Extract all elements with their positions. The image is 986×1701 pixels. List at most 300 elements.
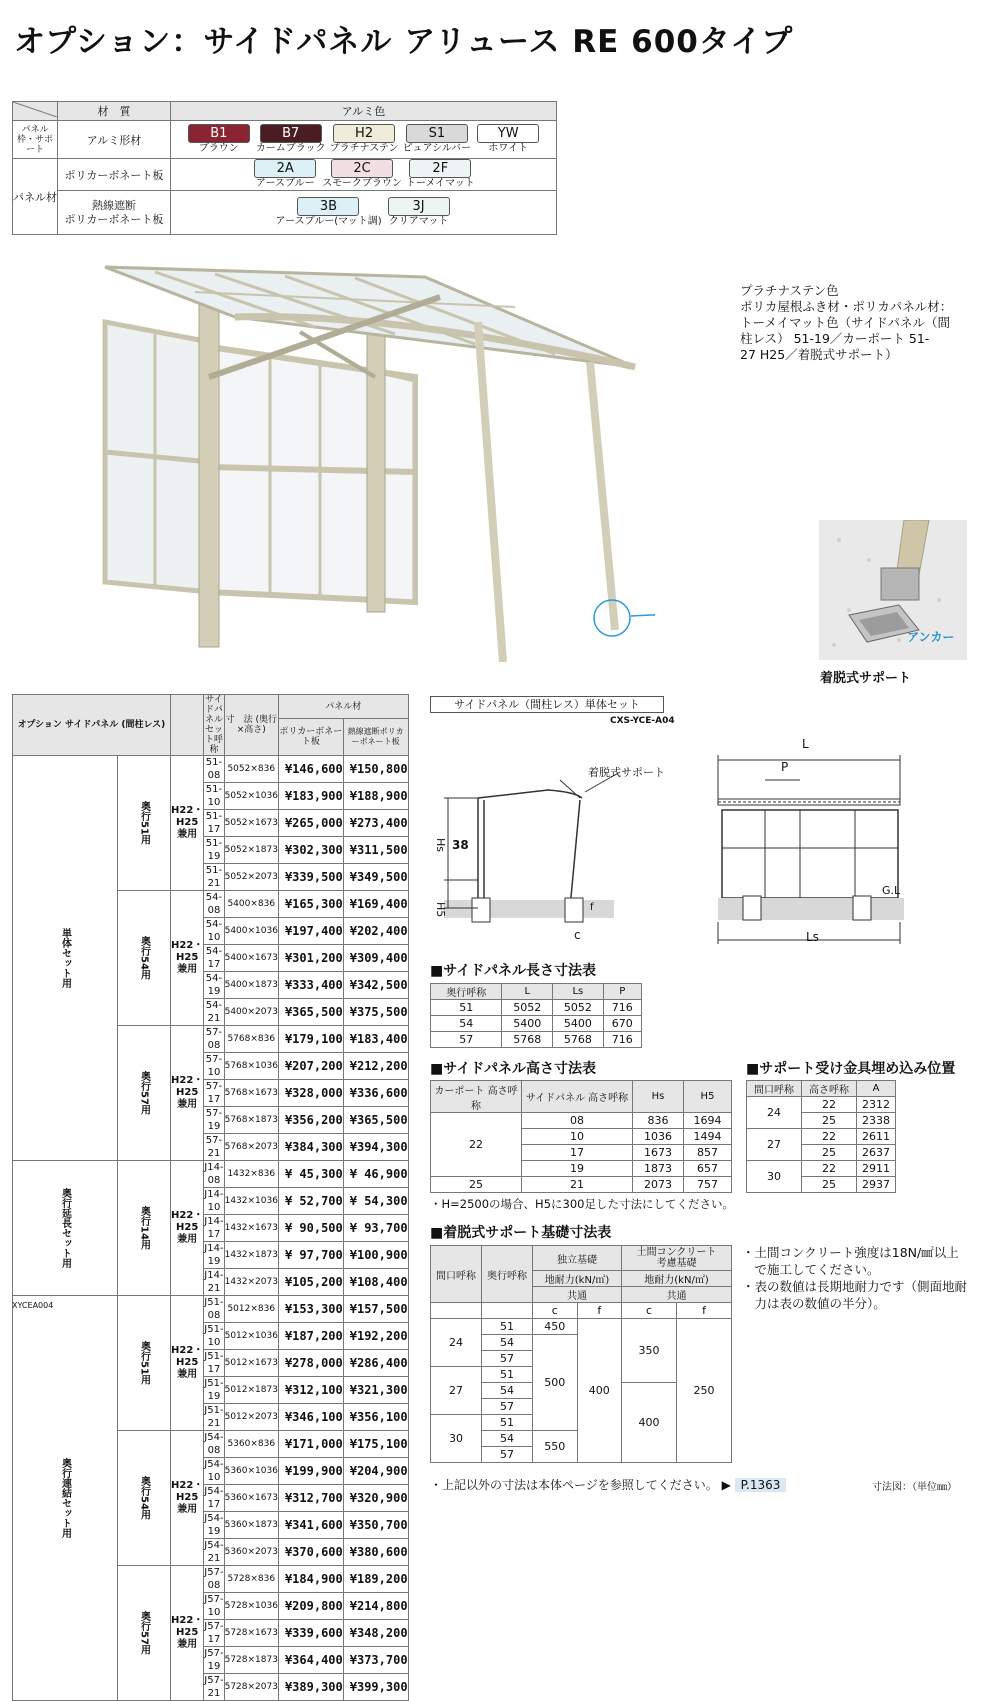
foundation-notes — [742, 1244, 967, 1312]
found-depth: 51 — [482, 1319, 533, 1335]
price-cell-heat: ¥311,500 — [343, 837, 408, 864]
header-material: 材 質 — [58, 102, 171, 121]
table-row — [13, 1296, 409, 1323]
heat-color-chip — [386, 197, 452, 228]
found-header-slab2: 考慮基礎 — [656, 1258, 697, 1269]
length-header: Ls — [553, 984, 604, 1000]
length-header: L — [502, 984, 553, 1000]
length-cell: 57 — [431, 1032, 502, 1048]
length-cell: 716 — [603, 1000, 641, 1016]
price-footer-code: XYCEA004 — [12, 1301, 54, 1310]
found-blank-b — [482, 1303, 533, 1319]
caption-line5: 27 H25／着脱式サポート） — [740, 347, 898, 362]
found-header-common-a: 共通 — [533, 1287, 622, 1303]
price-cell-heat: ¥373,700 — [343, 1647, 408, 1674]
length-cell: 5400 — [502, 1016, 553, 1032]
caption-line3: トーメイマット色（サイドパネル（間 — [740, 315, 951, 330]
price-cell-heat: ¥375,500 — [343, 999, 408, 1026]
unit-note: 寸法図：（単位㎜） — [872, 1482, 957, 1493]
table-row — [431, 1016, 642, 1032]
price-cell-code: 51-21 — [205, 865, 223, 889]
price-cell-poly: ¥370,600 — [278, 1539, 343, 1566]
price-cell-code: 51-17 — [205, 811, 223, 835]
found-depth: 51 — [482, 1367, 533, 1383]
alum-color-chip — [330, 124, 399, 155]
price-cell-heat: ¥320,900 — [343, 1485, 408, 1512]
heat-color-code: 3B — [297, 197, 359, 216]
price-cell-heat: ¥350,700 — [343, 1512, 408, 1539]
heat-color-name: クリアマット — [388, 216, 449, 227]
price-cell-heat: ¥169,400 — [343, 891, 408, 918]
anchor-value: 2937 — [857, 1177, 896, 1193]
price-cell-heat: ¥399,300 — [343, 1674, 408, 1701]
price-cell-poly: ¥278,000 — [278, 1350, 343, 1377]
anchor-value: 2312 — [857, 1097, 896, 1113]
price-header-poly: ポリカーボネート板 — [278, 719, 343, 756]
photo-caption — [740, 283, 952, 363]
height-carport: 25 — [431, 1177, 522, 1193]
alum-color-chips — [171, 121, 557, 159]
price-header-option: オプション サイドパネル (間柱レス) — [13, 695, 171, 756]
found-c-indep: 450 — [533, 1319, 578, 1335]
found-header-common-b: 共通 — [622, 1287, 732, 1303]
length-cell: 5768 — [502, 1032, 553, 1048]
price-cell-poly: ¥199,900 — [278, 1458, 343, 1485]
price-cell-poly: ¥302,300 — [278, 837, 343, 864]
price-cell-heat: ¥394,300 — [343, 1134, 408, 1161]
caption-line1: プラチナステン色 — [740, 283, 839, 298]
price-cell-heat: ¥365,500 — [343, 1107, 408, 1134]
found-depth: 51 — [482, 1415, 533, 1431]
price-compat: H22・H25 兼用 — [171, 1566, 204, 1701]
price-cell-poly: ¥153,300 — [278, 1296, 343, 1323]
foundation-table-title: ■着脱式サポート基礎寸法表 — [430, 1225, 612, 1241]
price-compat: H22・H25 兼用 — [171, 891, 204, 1026]
price-cell-heat: ¥348,200 — [343, 1620, 408, 1647]
price-cell-code: J54-19 — [204, 1513, 224, 1537]
price-cell-size: 5400×1873 — [224, 972, 278, 999]
poly-color-code: 2A — [254, 159, 316, 178]
anchor-height: 25 — [802, 1145, 857, 1161]
price-cell-size: 5728×1036 — [224, 1593, 278, 1620]
price-cell-poly: ¥389,300 — [278, 1674, 343, 1701]
price-cell-poly: ¥ 90,500 — [278, 1215, 343, 1242]
price-cell-code: 57-21 — [205, 1135, 223, 1159]
anchor-width: 30 — [747, 1161, 802, 1193]
price-minor-group: 奥行57用 — [118, 1026, 171, 1161]
table-row — [747, 1161, 896, 1177]
diagram-code: CXS-YCE-A04 — [610, 716, 675, 726]
poly-color-chip — [322, 159, 402, 190]
price-cell-code: 54-19 — [205, 973, 223, 997]
footer-note-line — [430, 1476, 786, 1493]
row-cat-panel: パネル材 — [13, 159, 58, 235]
label-hs: Hs — [434, 838, 447, 853]
diagonal-line-icon — [13, 102, 57, 117]
price-cell-size: 1432×836 — [224, 1161, 278, 1188]
anchor-value: 2611 — [857, 1129, 896, 1145]
price-cell-size: 5400×1036 — [224, 918, 278, 945]
alum-color-chip — [186, 124, 252, 155]
price-cell-heat: ¥ 93,700 — [343, 1215, 408, 1242]
height-cell: 2073 — [633, 1177, 684, 1193]
price-cell-poly: ¥165,300 — [278, 891, 343, 918]
price-cell-poly: ¥328,000 — [278, 1080, 343, 1107]
height-cell: 757 — [684, 1177, 732, 1193]
price-cell-size: 5052×836 — [224, 756, 278, 783]
page-reference-link[interactable]: P.1363 — [735, 1478, 787, 1492]
height-cell: 08 — [522, 1113, 633, 1129]
price-header-panel: パネル材 — [278, 695, 408, 719]
anchor-header: 高さ呼称 — [802, 1081, 857, 1097]
price-cell-size: 5728×1873 — [224, 1647, 278, 1674]
heat-color-name: アースブルー(マット調) — [275, 216, 382, 227]
found-header-f-a: f — [577, 1303, 622, 1319]
alum-color-name: ブラウン — [198, 143, 239, 154]
header-alum-color: アルミ色 — [171, 102, 557, 121]
price-cell-poly: ¥341,600 — [278, 1512, 343, 1539]
price-cell-code: 57-17 — [205, 1081, 223, 1105]
length-cell: 54 — [431, 1016, 502, 1032]
found-header-bearing-a: 地耐力(kN/㎡) — [533, 1271, 622, 1287]
price-cell-size: 1432×1673 — [224, 1215, 278, 1242]
price-cell-code: J57-21 — [204, 1675, 224, 1699]
price-cell-code: J51-17 — [204, 1351, 224, 1375]
found-header-width: 間口呼称 — [431, 1246, 482, 1303]
row-name-heat — [58, 191, 171, 235]
price-major-group: 奥行延長セット用 — [13, 1161, 118, 1296]
found-depth: 54 — [482, 1431, 533, 1447]
found-depth: 57 — [482, 1351, 533, 1367]
poly-color-name: アースブルー — [255, 178, 315, 189]
foundation-table — [430, 1245, 732, 1463]
alum-color-name: ホワイト — [488, 143, 529, 154]
label-c: c — [574, 928, 581, 942]
price-cell-size: 5360×1873 — [224, 1512, 278, 1539]
price-cell-code: J54-17 — [204, 1486, 224, 1510]
price-cell-poly: ¥179,100 — [278, 1026, 343, 1053]
price-cell-heat: ¥214,800 — [343, 1593, 408, 1620]
price-cell-code: 54-10 — [205, 919, 223, 943]
price-cell-poly: ¥301,200 — [278, 945, 343, 972]
anchor-header: 間口呼称 — [747, 1081, 802, 1097]
poly-color-name: スモークブラウン — [322, 178, 402, 189]
height-header-carport: カーポート 高さ呼称 — [431, 1081, 522, 1113]
price-cell-poly: ¥339,600 — [278, 1620, 343, 1647]
price-cell-poly: ¥365,500 — [278, 999, 343, 1026]
price-cell-heat: ¥ 46,900 — [343, 1161, 408, 1188]
height-cell: 1036 — [633, 1129, 684, 1145]
heat-color-code: 3J — [388, 197, 450, 216]
price-cell-size: 5768×1873 — [224, 1107, 278, 1134]
caption-line2: ポリカ屋根ふき材・ポリカパネル材： — [740, 299, 953, 314]
found-depth: 54 — [482, 1335, 533, 1351]
found-header-slab1: 土間コンクリート — [636, 1247, 717, 1258]
price-compat: H22・H25 兼用 — [171, 1431, 204, 1566]
price-cell-size: 1432×2073 — [224, 1269, 278, 1296]
price-cell-code: J14-19 — [204, 1243, 224, 1267]
price-cell-heat: ¥ 54,300 — [343, 1188, 408, 1215]
price-cell-code: J51-08 — [204, 1297, 224, 1321]
height-header-panel: サイドパネル 高さ呼称 — [522, 1081, 633, 1113]
table-row — [13, 1161, 409, 1188]
price-cell-poly: ¥384,300 — [278, 1134, 343, 1161]
price-compat: H22・H25 兼用 — [171, 1296, 204, 1431]
poly-color-chip — [406, 159, 475, 190]
length-cell: 5400 — [553, 1016, 604, 1032]
height-table — [430, 1080, 732, 1193]
dimension-diagram — [430, 730, 975, 955]
price-cell-heat: ¥183,400 — [343, 1026, 408, 1053]
table-row — [747, 1129, 896, 1145]
price-cell-size: 5728×1673 — [224, 1620, 278, 1647]
height-carport: 22 — [431, 1113, 522, 1177]
table-row — [431, 1032, 642, 1048]
price-cell-size: 5400×836 — [224, 891, 278, 918]
price-cell-code: J51-10 — [204, 1324, 224, 1348]
row-cat-frame: パネル枠・サポート — [13, 121, 58, 159]
anchor-height: 22 — [802, 1129, 857, 1145]
price-cell-code: 57-19 — [205, 1108, 223, 1132]
length-cell: 670 — [603, 1016, 641, 1032]
heat-name-line2: ポリカーボネート板 — [64, 212, 164, 226]
alum-color-chip — [403, 124, 472, 155]
found-header-f-b: f — [677, 1303, 732, 1319]
height-cell: 1873 — [633, 1161, 684, 1177]
price-cell-size: 5400×1673 — [224, 945, 278, 972]
price-cell-heat: ¥336,600 — [343, 1080, 408, 1107]
diagram-title: サイドパネル（間柱レス）単体セット — [430, 696, 664, 713]
anchor-width: 27 — [747, 1129, 802, 1161]
support-label: 着脱式サポート — [588, 766, 665, 779]
price-cell-poly: ¥333,400 — [278, 972, 343, 999]
price-cell-code: 51-08 — [205, 757, 223, 781]
height-cell: 17 — [522, 1145, 633, 1161]
height-cell: 836 — [633, 1113, 684, 1129]
found-header-indep: 独立基礎 — [533, 1246, 622, 1271]
label-38: 38 — [452, 838, 469, 852]
price-cell-heat: ¥356,100 — [343, 1404, 408, 1431]
found-blank-a — [431, 1303, 482, 1319]
price-minor-group: 奥行51用 — [118, 1296, 171, 1431]
caption-line4: 柱レス） 51-19／カーポート 51- — [740, 331, 930, 346]
price-cell-code: J51-19 — [204, 1378, 224, 1402]
price-header-compat-blank — [171, 695, 204, 756]
alum-color-name: カームブラック — [255, 143, 326, 154]
alum-color-code: B7 — [260, 124, 322, 143]
price-cell-poly: ¥265,000 — [278, 810, 343, 837]
price-minor-group: 奥行54用 — [118, 1431, 171, 1566]
price-cell-size: 5728×2073 — [224, 1674, 278, 1701]
price-cell-heat: ¥100,900 — [343, 1242, 408, 1269]
anchor-width: 24 — [747, 1097, 802, 1129]
label-Ls: Ls — [806, 930, 819, 944]
price-cell-code: J54-10 — [204, 1459, 224, 1483]
found-width: 24 — [431, 1319, 482, 1367]
table-row — [431, 1113, 732, 1129]
price-cell-size: 5360×836 — [224, 1431, 278, 1458]
price-cell-code: 54-21 — [205, 1000, 223, 1024]
anchor-table — [746, 1080, 896, 1193]
found-f-slab: 250 — [677, 1319, 732, 1463]
price-cell-code: 51-10 — [205, 784, 223, 808]
alum-color-chip — [256, 124, 326, 155]
footer-note: ・上記以外の寸法は本体ページを参照してください。 — [430, 1478, 718, 1492]
poly-color-code: 2F — [409, 159, 471, 178]
height-cell: 657 — [684, 1161, 732, 1177]
alum-color-name: プラチナステン — [329, 143, 399, 154]
label-GL: G.L — [882, 884, 901, 897]
price-cell-heat: ¥273,400 — [343, 810, 408, 837]
price-cell-code: 51-19 — [205, 838, 223, 862]
price-cell-poly: ¥312,700 — [278, 1485, 343, 1512]
price-cell-poly: ¥105,200 — [278, 1269, 343, 1296]
price-cell-poly: ¥184,900 — [278, 1566, 343, 1593]
row-name-alum: アルミ形材 — [58, 121, 171, 159]
price-cell-code: J51-21 — [204, 1405, 224, 1429]
price-cell-code: J57-19 — [204, 1648, 224, 1672]
alum-color-chip — [475, 124, 541, 155]
price-cell-poly: ¥356,200 — [278, 1107, 343, 1134]
price-header-code: サイドパネル セット呼称 — [204, 695, 223, 755]
table-row — [431, 1000, 642, 1016]
height-cell: 1673 — [633, 1145, 684, 1161]
price-cell-code: 57-08 — [205, 1027, 223, 1051]
length-header: 奥行呼称 — [431, 984, 502, 1000]
price-cell-size: 5012×836 — [224, 1296, 278, 1323]
price-cell-size: 5360×2073 — [224, 1539, 278, 1566]
price-cell-heat: ¥150,800 — [343, 756, 408, 783]
price-cell-heat: ¥202,400 — [343, 918, 408, 945]
price-cell-size: 1432×1036 — [224, 1188, 278, 1215]
price-cell-heat: ¥175,100 — [343, 1431, 408, 1458]
corner-cell — [13, 102, 58, 121]
height-header-h5: H5 — [684, 1081, 732, 1113]
found-c-indep: 550 — [533, 1431, 578, 1463]
price-cell-heat: ¥286,400 — [343, 1350, 408, 1377]
price-cell-code: J14-08 — [204, 1162, 224, 1186]
poly-color-chips — [171, 159, 557, 191]
price-cell-poly: ¥ 52,700 — [278, 1188, 343, 1215]
row-name-poly: ポリカーボネート板 — [58, 159, 171, 191]
height-table-title: ■サイドパネル高さ寸法表 — [430, 1061, 596, 1077]
price-cell-poly: ¥146,600 — [278, 756, 343, 783]
anchor-height: 25 — [802, 1113, 857, 1129]
anchor-label: アンカー — [907, 630, 955, 644]
price-cell-poly: ¥187,200 — [278, 1323, 343, 1350]
price-minor-group: 奥行54用 — [118, 891, 171, 1026]
found-width: 27 — [431, 1367, 482, 1415]
page-title: オプション：サイドパネル アリュース RE 600タイプ — [14, 24, 794, 60]
price-cell-heat: ¥108,400 — [343, 1269, 408, 1296]
height-cell: 857 — [684, 1145, 732, 1161]
price-cell-size: 5360×1673 — [224, 1485, 278, 1512]
price-cell-poly: ¥207,200 — [278, 1053, 343, 1080]
price-compat: H22・H25 兼用 — [171, 756, 204, 891]
price-cell-heat: ¥380,600 — [343, 1539, 408, 1566]
price-cell-code: J14-21 — [204, 1270, 224, 1294]
price-cell-poly: ¥197,400 — [278, 918, 343, 945]
price-cell-poly: ¥ 45,300 — [278, 1161, 343, 1188]
price-major-group: 奥行連結セット用 — [13, 1296, 118, 1701]
price-cell-heat: ¥349,500 — [343, 864, 408, 891]
price-cell-code: 54-08 — [205, 892, 223, 916]
length-cell: 716 — [603, 1032, 641, 1048]
foundation-note-4: 力は表の数値の半分）。 — [742, 1296, 886, 1311]
price-cell-size: 5012×2073 — [224, 1404, 278, 1431]
height-cell: 21 — [522, 1177, 633, 1193]
price-cell-code: J14-10 — [204, 1189, 224, 1213]
heat-name-line1: 熱線遮断 — [92, 198, 136, 212]
anchor-header: A — [857, 1081, 896, 1097]
length-header: P — [603, 984, 641, 1000]
price-cell-size: 5052×1036 — [224, 783, 278, 810]
found-header-c-b: c — [622, 1303, 677, 1319]
label-P: P — [781, 760, 789, 774]
foundation-note-1: ・土間コンクリート強度は18N/㎟以上 — [742, 1245, 959, 1260]
price-cell-poly: ¥171,000 — [278, 1431, 343, 1458]
price-cell-code: J54-21 — [204, 1540, 224, 1564]
price-cell-size: 5400×2073 — [224, 999, 278, 1026]
price-cell-poly: ¥312,100 — [278, 1377, 343, 1404]
label-f: f — [590, 902, 594, 913]
price-cell-size: 5768×1673 — [224, 1080, 278, 1107]
height-header-hs: Hs — [633, 1081, 684, 1113]
price-header-heat: 熱線遮断ポリカーボネート板 — [343, 719, 408, 756]
found-f-indep: 400 — [577, 1319, 622, 1463]
price-cell-size: 5012×1036 — [224, 1323, 278, 1350]
alum-color-code: B1 — [188, 124, 250, 143]
length-cell: 5052 — [553, 1000, 604, 1016]
alum-color-name: ピュアシルバー — [402, 143, 472, 154]
anchor-height: 22 — [802, 1161, 857, 1177]
price-cell-poly: ¥346,100 — [278, 1404, 343, 1431]
arrow-icon: ▶ — [721, 1478, 731, 1492]
price-cell-code: 54-17 — [205, 946, 223, 970]
length-cell: 5768 — [553, 1032, 604, 1048]
price-compat: H22・H25 兼用 — [171, 1161, 204, 1296]
heat-color-chip — [275, 197, 381, 228]
carport-illustration — [95, 262, 655, 682]
foundation-note-2: で施工してください。 — [742, 1262, 880, 1277]
poly-color-code: 2C — [331, 159, 393, 178]
price-cell-size: 5360×1036 — [224, 1458, 278, 1485]
found-depth: 57 — [482, 1399, 533, 1415]
price-minor-group: 奥行51用 — [118, 756, 171, 891]
heat-color-chips — [171, 191, 557, 235]
alum-color-code: YW — [477, 124, 539, 143]
found-depth: 54 — [482, 1383, 533, 1399]
price-cell-heat: ¥321,300 — [343, 1377, 408, 1404]
found-header-depth: 奥行呼称 — [482, 1246, 533, 1303]
foundation-note-3: ・表の数値は長期地耐力です（側面地耐 — [742, 1279, 968, 1294]
price-cell-size: 5052×1673 — [224, 810, 278, 837]
anchor-value: 2911 — [857, 1161, 896, 1177]
price-cell-size: 5728×836 — [224, 1566, 278, 1593]
height-note: ・H=2500の場合、H5に300足した寸法にしてください。 — [430, 1197, 734, 1211]
price-cell-size: 5052×2073 — [224, 864, 278, 891]
poly-color-chip — [252, 159, 318, 190]
anchor-value: 2338 — [857, 1113, 896, 1129]
price-cell-poly: ¥ 97,700 — [278, 1242, 343, 1269]
price-major-group: 単体セット用 — [13, 756, 118, 1161]
price-cell-heat: ¥309,400 — [343, 945, 408, 972]
length-cell: 5052 — [502, 1000, 553, 1016]
price-header-size: 寸 法 (奥行×高さ) — [224, 695, 278, 756]
price-cell-poly: ¥183,900 — [278, 783, 343, 810]
label-h5: H5 — [434, 902, 447, 918]
support-caption: 着脱式サポート — [820, 671, 912, 686]
